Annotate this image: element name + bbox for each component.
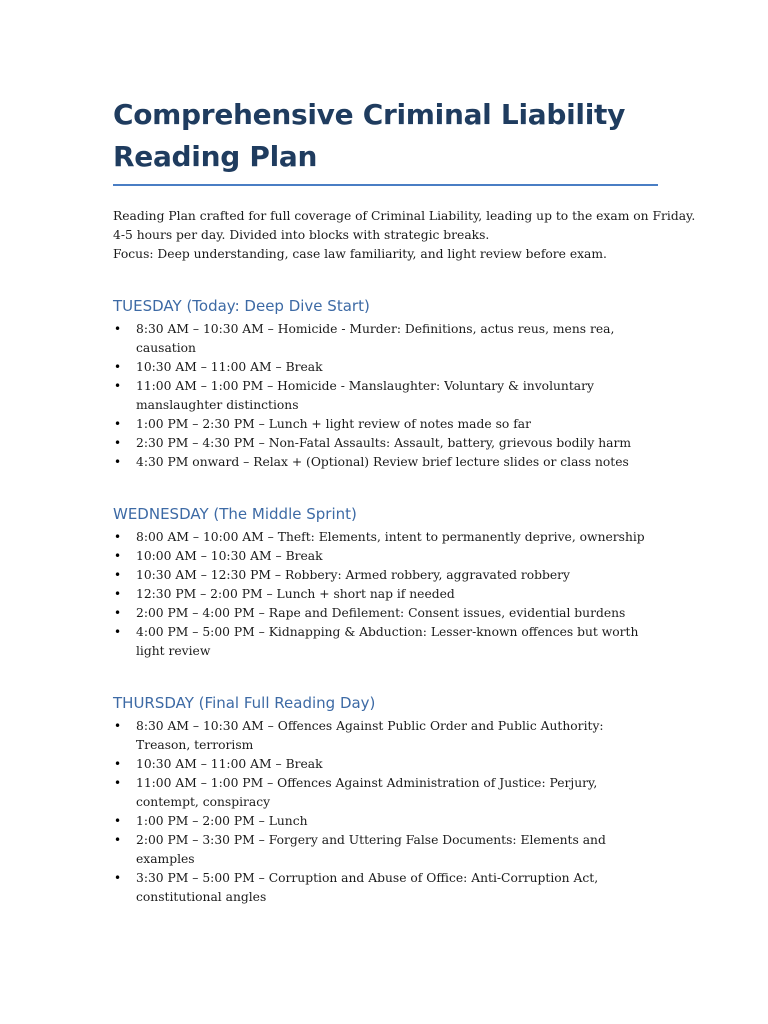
bullet-icon: • [114,322,122,336]
bullet-icon: • [114,530,122,544]
list-item [113,377,658,415]
list-item [113,358,658,377]
section-heading: WEDNESDAY (The Middle Sprint) [113,505,357,523]
schedule-list [113,320,658,472]
schedule-list [113,717,658,907]
bullet-icon: • [114,455,122,469]
intro-line: 4-5 hours per day. Divided into blocks with strategic breaks. [113,228,490,242]
list-item-text: 2:00 PM – 3:30 PM – Forgery and Uttering False Documents: Elements and examples [136,833,606,866]
list-item-text: 12:30 PM – 2:00 PM – Lunch + short nap if needed [136,587,455,601]
list-item-text: 3:30 PM – 5:00 PM – Corruption and Abuse of Office: Anti-Corruption Act, constitutional angles [136,871,599,904]
document-title: Comprehensive Criminal Liability Reading Plan [113,94,658,186]
list-item-text: 1:00 PM – 2:00 PM – Lunch [136,814,308,828]
list-item-text: 11:00 AM – 1:00 PM – Offences Against Administration of Justice: Perjury, contempt, conspiracy [136,776,598,809]
bullet-icon: • [114,587,122,601]
list-item-text: 10:00 AM – 10:30 AM – Break [136,549,323,563]
list-item-text: 4:00 PM – 5:00 PM – Kidnapping & Abduction: Lesser-known offences but worth light review [136,625,639,658]
intro-line: Reading Plan crafted for full coverage of Criminal Liability, leading up to the exam on Friday. [113,209,696,223]
section-heading: THURSDAY (Final Full Reading Day) [113,694,376,712]
list-item-text: 8:30 AM – 10:30 AM – Offences Against Public Order and Public Authority: Treason, terrorism [136,719,604,752]
bullet-icon: • [114,833,122,847]
list-item [113,623,658,661]
intro-line: Focus: Deep understanding, case law familiarity, and light review before exam. [113,247,607,261]
section-heading: TUESDAY (Today: Deep Dive Start) [113,297,370,315]
list-item [113,774,658,812]
list-item [113,528,658,547]
list-item [113,812,658,831]
section-tuesday [113,296,658,472]
bullet-icon: • [114,436,122,450]
bullet-icon: • [114,549,122,563]
list-item [113,566,658,585]
bullet-icon: • [114,625,122,639]
list-item-text: 1:00 PM – 2:30 PM – Lunch + light review of notes made so far [136,417,531,431]
list-item [113,415,658,434]
schedule-list [113,528,658,661]
bullet-icon: • [114,606,122,620]
section-thursday [113,693,658,907]
list-item-text: 10:30 AM – 11:00 AM – Break [136,757,323,771]
list-item-text: 11:00 AM – 1:00 PM – Homicide - Manslaughter: Voluntary & involuntary manslaughter distinctions [136,379,594,412]
section-wednesday [113,504,658,661]
list-item-text: 8:00 AM – 10:00 AM – Theft: Elements, intent to permanently deprive, ownership [136,530,645,544]
bullet-icon: • [114,379,122,393]
list-item-text: 8:30 AM – 10:30 AM – Homicide - Murder: Definitions, actus reus, mens rea, causation [136,322,615,355]
list-item [113,717,658,755]
list-item-text: 10:30 AM – 12:30 PM – Robbery: Armed robbery, aggravated robbery [136,568,570,582]
list-item [113,755,658,774]
list-item-text: 4:30 PM onward – Relax + (Optional) Review brief lecture slides or class notes [136,455,629,469]
bullet-icon: • [114,417,122,431]
list-item [113,869,658,907]
list-item [113,453,658,472]
bullet-icon: • [114,719,122,733]
list-item [113,320,658,358]
bullet-icon: • [114,871,122,885]
intro-paragraph [113,207,696,264]
bullet-icon: • [114,776,122,790]
list-item [113,434,658,453]
document-content [113,94,696,907]
list-item [113,604,658,623]
bullet-icon: • [114,568,122,582]
list-item [113,831,658,869]
bullet-icon: • [114,814,122,828]
list-item-text: 10:30 AM – 11:00 AM – Break [136,360,323,374]
list-item [113,585,658,604]
bullet-icon: • [114,757,122,771]
list-item-text: 2:30 PM – 4:30 PM – Non-Fatal Assaults: Assault, battery, grievous bodily harm [136,436,632,450]
bullet-icon: • [114,360,122,374]
list-item-text: 2:00 PM – 4:00 PM – Rape and Defilement: Consent issues, evidential burdens [136,606,626,620]
list-item [113,547,658,566]
